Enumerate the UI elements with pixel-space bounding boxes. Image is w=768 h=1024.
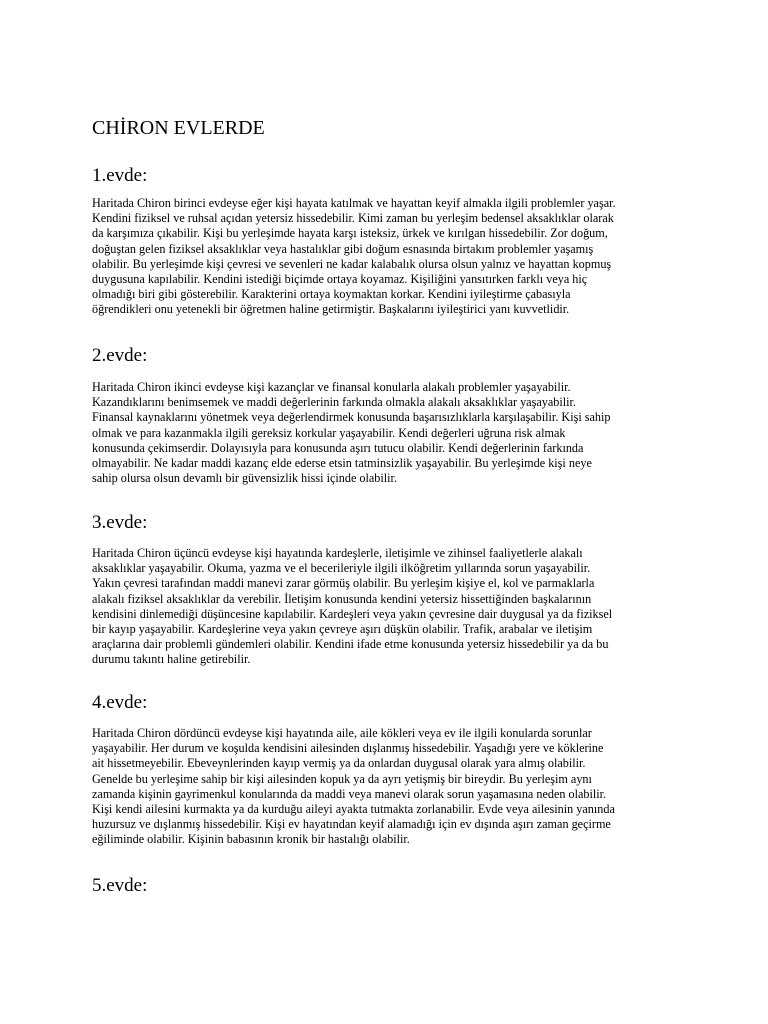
paragraph-line: olabilir. Bu yerleşimde kişi çevresi ve sevenleri ne kadar kalabalık olursa olsun yalnız ve hayattan kopmuş: [92, 256, 612, 271]
paragraph-line: aksaklıklar yaşayabilir. Okuma, yazma ve el becerileriyle ilgili ilköğretim yıllarında sorun yaşayabilir.: [92, 561, 591, 576]
section-heading-2: 2.evde:: [92, 345, 148, 366]
section-paragraph-1: [92, 196, 680, 318]
paragraph-line: Yakın çevresi tarafından maddi manevi zarar görmüş olabilir. Bu yerleşim kişiye el, kol ve parmaklarla: [92, 576, 595, 591]
paragraph-line: Haritada Chiron birinci evdeyse eğer kişi hayata katılmak ve hayattan keyif almakla ilgili problemler yaşar.: [92, 196, 616, 210]
paragraph-line: sahip olursa olsun devamlı bir güvensizlik hissi içinde olabilir.: [92, 471, 397, 486]
section-paragraph-2: [92, 380, 680, 486]
paragraph-line: olmayabilir. Ne kadar maddi kazanç elde ederse etsin tatminsizlik yaşayabilir. Bu yerleşimde kişi neye: [92, 456, 592, 471]
paragraph-line: Haritada Chiron ikinci evdeyse kişi kazançlar ve finansal konularla alakalı problemler yaşayabilir.: [92, 380, 571, 394]
paragraph-line: kendisini dinlemediği düşüncesine kapılabilir. Kardeşleri veya yakın çevresine dair duygusal ya da fiziksel: [92, 606, 613, 621]
paragraph-line: Haritada Chiron dördüncü evdeyse kişi hayatında aile, aile kökleri veya ev ile ilgili konularda sorunlar: [92, 726, 592, 740]
paragraph-line: konusunda çekimserdir. Dolayısıyla para konusunda aşırı tutucu olabilir. Kendi değerlerinin farkında: [92, 440, 584, 455]
paragraph-line: da karşımıza çıkabilir. Kişi bu yerleşimde hayata karşı isteksiz, ürkek ve kırılgan hissedebilir. Zor doğum,: [92, 226, 608, 241]
paragraph-line: eğiliminde olabilir. Kişinin babasının kronik bir hastalığı olabilir.: [92, 832, 410, 847]
document-title: CHİRON EVLERDE: [92, 117, 265, 139]
section-heading-5: 5.evde:: [92, 875, 148, 896]
paragraph-line: araçlarına dair problemli gündemleri olabilir. Kendini ifade etme konusunda yetersiz hissedebilir ya da bu: [92, 637, 609, 652]
paragraph-line: Genelde bu yerleşime sahip bir kişi ailesinden kopuk ya da ayrı yetişmiş bir bireydir. Bu yerleşim aynı: [92, 771, 592, 786]
paragraph-line: olmadığı biri gibi gösterebilir. Karakterini ortaya koymaktan korkar. Kendini iyileştirme çabasıyla: [92, 287, 571, 302]
paragraph-line: olmak ve para kazanmakla ilgili gereksiz korkular yaşayabilir. Kendi değerleri uğruna risk almak: [92, 425, 566, 440]
paragraph-line: doğuştan gelen fiziksel aksaklıklar veya hastalıklar gibi doğum esnasında birtakım problemler yaşamış: [92, 241, 594, 256]
paragraph-line: durumu takıntı haline getirebilir.: [92, 652, 251, 667]
section-heading-3: 3.evde:: [92, 512, 148, 533]
paragraph-line: Kazandıklarını benimsemek ve maddi değerlerinin farkında olmakla alakalı aksaklıklar yaşayabilir.: [92, 395, 576, 410]
section-heading-1: 1.evde:: [92, 165, 148, 186]
paragraph-line: ait hissetmeyebilir. Ebeveynlerinden kayıp vermiş ya da onlardan duygusal olarak yara almış olabilir.: [92, 756, 586, 771]
paragraph-line: Haritada Chiron üçüncü evdeyse kişi hayatında kardeşlerle, iletişimle ve zihinsel faaliyetlerle alakalı: [92, 546, 583, 560]
paragraph-line: Finansal kaynaklarını yönetmek veya değerlendirmek konusunda başarısızlıklarla karşılaşabilir. Kişi sahip: [92, 410, 611, 425]
paragraph-line: yaşayabilir. Her durum ve koşulda kendisini ailesinden dışlanmış hissedebilir. Yaşadığı yere ve köklerine: [92, 741, 604, 756]
paragraph-line: zamanda kişinin gayrimenkul konularında da maddi veya manevi olarak sorun yaşamasına neden olabilir.: [92, 786, 607, 801]
paragraph-line: Kendini fiziksel ve ruhsal açıdan yetersiz hissedebilir. Kimi zaman bu yerleşim bedensel aksaklıklar olarak: [92, 211, 614, 226]
paragraph-line: Kişi kendi ailesini kurmakta ya da kurduğu aileyi ayakta tutmakta zorlanabilir. Evde veya ailesinin yanında: [92, 802, 615, 817]
section-paragraph-3: [92, 546, 680, 668]
section-heading-4: 4.evde:: [92, 692, 148, 713]
section-paragraph-4: [92, 726, 680, 848]
paragraph-line: bir kayıp yaşayabilir. Kardeşlerine veya yakın çevreye aşırı düşkün olabilir. Trafik, arabalar ve iletişim: [92, 622, 593, 637]
paragraph-line: duygusuna kapılabilir. Kendini istediği biçimde ortaya koyamaz. Kişiliğini yansıtırken farklı veya hiç: [92, 272, 588, 287]
paragraph-line: huzursuz ve dışlanmış hissedebilir. Kişi ev hayatından keyif alamadığı için ev dışında aşırı zaman geçirme: [92, 817, 611, 832]
paragraph-line: öğrendikleri onu yetenekli bir öğretmen haline getirmiştir. Başkalarını iyileştirici yanı kuvvetlidir.: [92, 302, 570, 317]
paragraph-line: alakalı fiziksel aksaklıklar da verebilir. İletişim konusunda kendini yetersiz hissettiğinden başkalarının: [92, 591, 592, 606]
